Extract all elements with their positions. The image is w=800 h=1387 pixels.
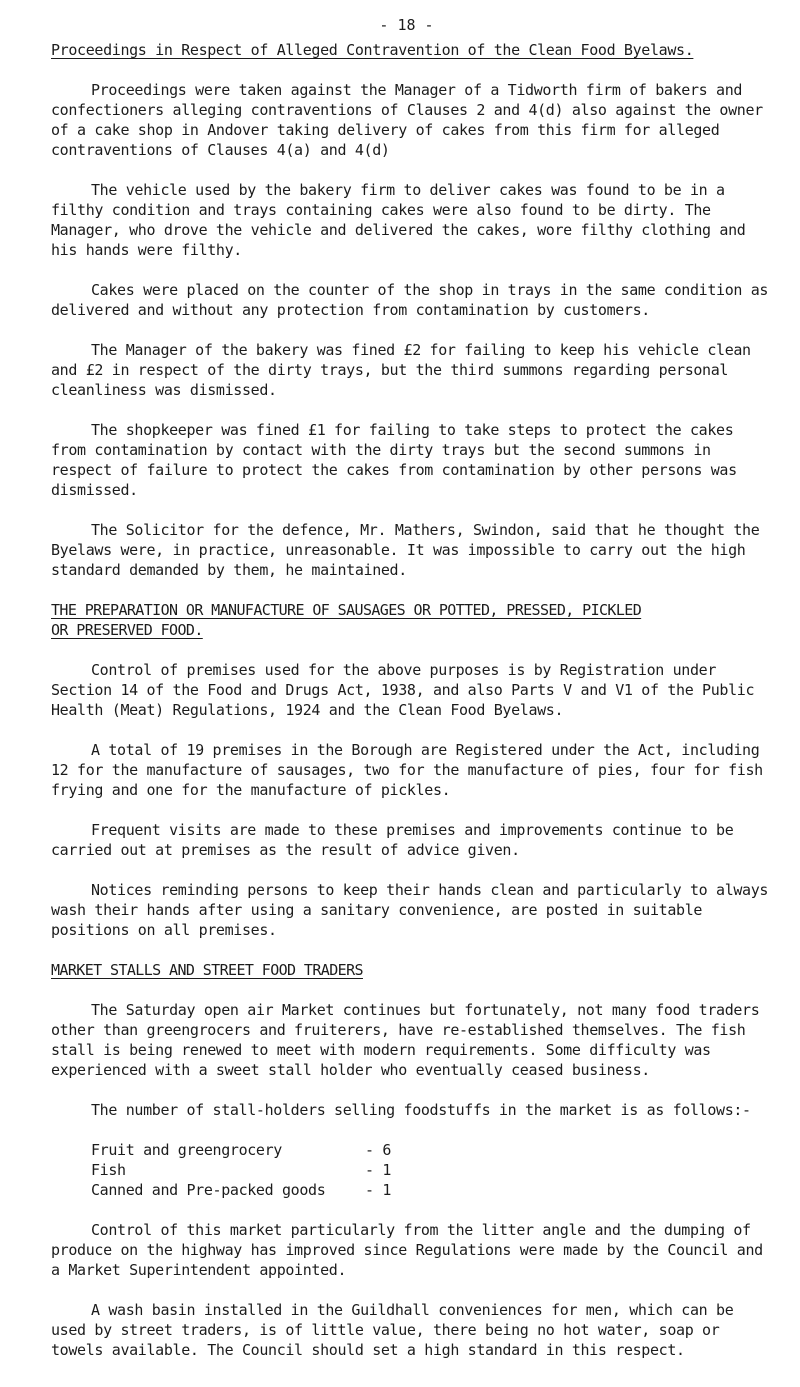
- stall-holder-list: [91, 1140, 391, 1200]
- list-item-count: - 6: [364, 1141, 391, 1159]
- paragraph: Control of premises used for the above purposes is by Registration under Section 14 of the Food and Drugs Act, 1938, and also Parts V and V1 of the Public Health (Meat) Regulations, 1924 and the Clean Food Byelaws.: [51, 661, 755, 719]
- list-item: [91, 1180, 391, 1200]
- paragraph: A total of 19 premises in the Borough are Registered under the Act, including 12 for the manufacture of sausages, two for the manufacture of pies, four for fish frying and one for the manufacture of pickles.: [51, 741, 763, 799]
- list-item-label: Fish: [91, 1161, 126, 1179]
- paragraph: Proceedings were taken against the Manager of a Tidworth firm of bakers and confectioners alleging contraventions of Clauses 2 and 4(d) also against the owner of a cake shop in Andover taking delivery of cakes from this firm for alleged contraventions of Clauses 4(a) and 4(d): [51, 81, 763, 159]
- paragraph: A wash basin installed in the Guildhall conveniences for men, which can be used by street traders, is of little value, there being no hot water, soap or towels available. The Council should set a high standard in this respect.: [51, 1301, 734, 1359]
- paragraph: The Solicitor for the defence, Mr. Mathers, Swindon, said that he thought the Byelaws were, in practice, unreasonable. It was impossible to carry out the high standard demanded by them, he maintained.: [51, 521, 760, 579]
- paragraph: Control of this market particularly from the litter angle and the dumping of produce on the highway has improved since Regulations were made by the Council and a Market Superintendent appointed.: [51, 1221, 763, 1279]
- paragraph: Cakes were placed on the counter of the shop in trays in the same condition as delivered and without any protection from contamination by customers.: [51, 281, 769, 319]
- paragraph: The Saturday open air Market continues but fortunately, not many food traders other than greengrocers and fruiterers, have re-established themselves. The fish stall is being renewed to meet with modern requirements. Some difficulty was experienced with a sweet stall holder who eventually ceased business.: [51, 1001, 760, 1079]
- paragraph: The vehicle used by the bakery firm to deliver cakes was found to be in a filthy condition and trays containing cakes were also found to be dirty. The Manager, who drove the vehicle and delivered the cakes, wore filthy clothing and his hands were filthy.: [51, 181, 746, 259]
- list-item: [91, 1160, 391, 1180]
- paragraph: The number of stall-holders selling foodstuffs in the market is as follows:-: [91, 1101, 751, 1119]
- list-item: [91, 1140, 391, 1160]
- list-item-count: - 1: [364, 1181, 391, 1199]
- page-number: - 18 -: [379, 16, 434, 34]
- list-item-label: Fruit and greengrocery: [91, 1141, 282, 1159]
- section-heading-market: MARKET STALLS AND STREET FOOD TRADERS: [51, 961, 363, 979]
- paragraph: The shopkeeper was fined £1 for failing to take steps to protect the cakes from contamination by contact with the dirty trays but the second summons in respect of failure to protect the cakes from contamination by other persons was dismissed.: [51, 421, 737, 499]
- list-item-count: - 1: [364, 1161, 391, 1179]
- list-item-label: Canned and Pre-packed goods: [91, 1181, 326, 1199]
- paragraph: Notices reminding persons to keep their hands clean and particularly to always wash their hands after using a sanitary convenience, are posted in suitable positions on all premises.: [51, 881, 769, 939]
- section-heading-clean-food: Proceedings in Respect of Alleged Contravention of the Clean Food Byelaws.: [51, 41, 694, 59]
- section-heading-sausages: THE PREPARATION OR MANUFACTURE OF SAUSAGES OR POTTED, PRESSED, PICKLED OR PRESERVED FOOD.: [51, 601, 642, 639]
- paragraph: The Manager of the bakery was fined £2 for failing to keep his vehicle clean and £2 in respect of the dirty trays, but the third summons regarding personal cleanliness was dismissed.: [51, 341, 751, 399]
- paragraph: Frequent visits are made to these premises and improvements continue to be carried out at premises as the result of advice given.: [51, 821, 734, 859]
